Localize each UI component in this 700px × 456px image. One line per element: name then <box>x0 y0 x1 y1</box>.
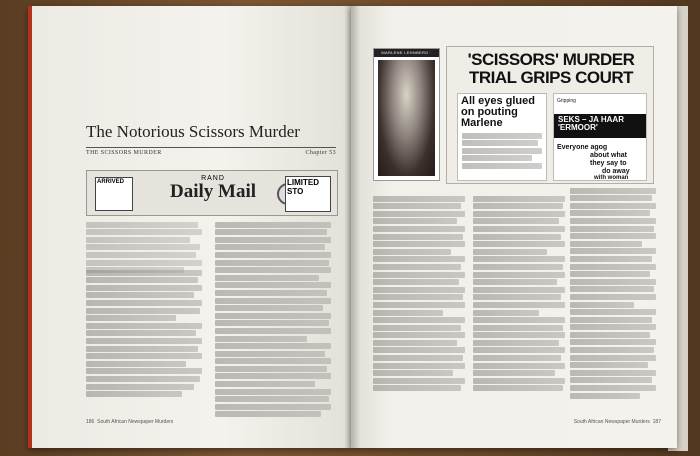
ermoor-word: 'ERMOOR' <box>558 123 598 132</box>
right-footer <box>574 419 661 425</box>
page-edge-strip <box>28 6 32 448</box>
newspaper-masthead <box>86 170 338 216</box>
masthead-rand: RAND <box>201 175 225 182</box>
left-page <box>28 6 351 448</box>
clip-word-do-away: do away <box>602 168 630 175</box>
left-book-title: South African Newspaper Murders <box>97 419 174 425</box>
masthead-left-box <box>95 177 133 211</box>
left-page-number: 186 <box>86 419 95 425</box>
clipping-headline: 'SCISSORS' MURDER TRIAL GRIPS COURT <box>467 50 635 87</box>
clip-word-woman: with woman <box>594 175 629 181</box>
clipping-left-headline: All eyes glued on pouting Marlene <box>461 95 535 129</box>
newspaper-clipping <box>446 46 654 184</box>
chapter-subheading <box>86 147 336 156</box>
masthead-right-box <box>285 176 331 212</box>
clipping-seks-banner: SEKS – JA HAAR 'ERMOOR' <box>554 114 646 138</box>
masthead-title-block <box>153 175 273 202</box>
masthead-paper-name: Daily Mail <box>169 181 257 202</box>
open-book <box>28 6 683 448</box>
seks-word: SEKS <box>558 115 580 124</box>
clip-word-agog: Everyone agog <box>557 144 608 151</box>
chapter-title: The Notorious Scissors Murder <box>86 122 300 141</box>
left-footer-text <box>86 419 173 425</box>
portrait-caption: MARLENE LEHNBERG · <box>374 49 439 57</box>
clipping-right-story <box>553 93 647 181</box>
clip-word-gripping: Gripping <box>557 98 576 104</box>
clip-word-they: they say to <box>590 160 627 167</box>
right-column-one <box>373 194 465 393</box>
ja-haar-word: JA HAAR <box>588 115 624 124</box>
right-page <box>351 6 677 448</box>
right-page-number: 187 <box>652 419 661 425</box>
left-column-two <box>215 220 331 419</box>
left-column-body <box>86 268 202 399</box>
right-column-three <box>570 186 656 400</box>
masthead-limited: LIMITED <box>287 178 319 187</box>
section-label: THE SCISSORS MURDER <box>86 150 162 156</box>
book-gutter <box>344 6 360 448</box>
clipping-left-story <box>457 93 547 181</box>
portrait-photo-frame <box>373 48 440 181</box>
chapter-number: Chapter 53 <box>305 150 336 156</box>
clip-word-about: about what <box>590 152 627 159</box>
masthead-arrived: ARRIVED <box>97 179 125 185</box>
right-column-two <box>473 194 565 393</box>
left-column-intro <box>86 220 202 275</box>
masthead-sto: STO <box>287 187 304 196</box>
right-book-title: South African Newspaper Murders <box>573 419 650 425</box>
left-footer <box>86 419 336 425</box>
portrait-photo <box>378 60 435 176</box>
